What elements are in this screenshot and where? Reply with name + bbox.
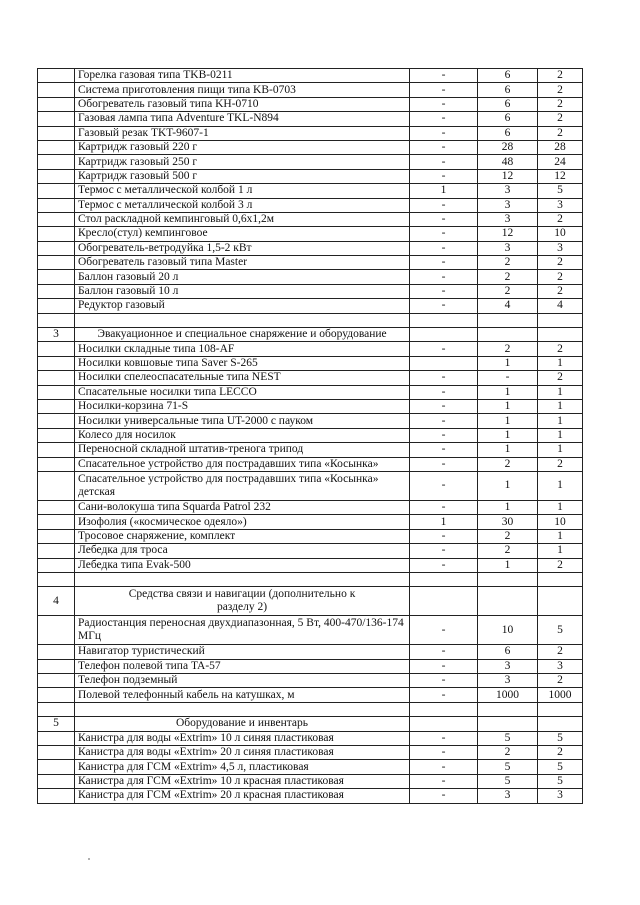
qty-cell-c: 2 — [538, 83, 583, 97]
qty-cell-c: 1 — [538, 471, 583, 500]
qty-cell-b: 30 — [478, 515, 538, 529]
item-name: Картридж газовый 500 г — [75, 169, 410, 183]
table-row — [38, 731, 583, 745]
item-name: Лебедка типа Evak-500 — [75, 558, 410, 572]
qty-cell-a: - — [410, 443, 478, 457]
qty-cell-c — [538, 717, 583, 731]
table-row — [38, 616, 583, 645]
item-name: Термос с металлической колбой 3 л — [75, 198, 410, 212]
item-name: Стол раскладной кемпинговый 0,6х1,2м — [75, 212, 410, 226]
qty-cell-a — [410, 356, 478, 370]
qty-cell-b: 2 — [478, 270, 538, 284]
row-number-cell — [38, 83, 75, 97]
qty-cell-c — [538, 702, 583, 716]
qty-cell-b: 2 — [478, 746, 538, 760]
qty-cell-b: 1 — [478, 414, 538, 428]
qty-cell-b: 6 — [478, 97, 538, 111]
qty-cell-c: 2 — [538, 112, 583, 126]
qty-cell-c: 2 — [538, 284, 583, 298]
qty-cell-a: 1 — [410, 184, 478, 198]
item-name: Картридж газовый 220 г — [75, 140, 410, 154]
item-name: Навигатор туристический — [75, 645, 410, 659]
inventory-table — [37, 68, 583, 804]
qty-cell-b: 6 — [478, 69, 538, 83]
qty-cell-c: 2 — [538, 558, 583, 572]
qty-cell-a — [410, 717, 478, 731]
row-number-cell — [38, 760, 75, 774]
qty-cell-c: 2 — [538, 212, 583, 226]
row-number-cell — [38, 112, 75, 126]
item-name: Носилки универсальные типа UT-2000 с пауком — [75, 414, 410, 428]
qty-cell-c: 2 — [538, 457, 583, 471]
item-name: Канистра для воды «Extrim» 10 л синяя пластиковая — [75, 731, 410, 745]
qty-cell-b — [478, 717, 538, 731]
row-number-cell — [38, 371, 75, 385]
item-name: Носилки-корзина 71-S — [75, 399, 410, 413]
section-number-cell — [38, 572, 75, 586]
qty-cell-a: - — [410, 169, 478, 183]
table-row — [38, 83, 583, 97]
qty-cell-c — [538, 313, 583, 327]
item-name: Картридж газовый 250 г — [75, 155, 410, 169]
item-name-cell — [75, 572, 410, 586]
table-row — [38, 126, 583, 140]
table-row — [38, 112, 583, 126]
item-name-cell — [75, 702, 410, 716]
qty-cell-b: 1 — [478, 428, 538, 442]
row-number-cell — [38, 428, 75, 442]
qty-cell-b: 12 — [478, 169, 538, 183]
qty-cell-a: - — [410, 342, 478, 356]
row-number-cell — [38, 299, 75, 313]
table-row — [38, 558, 583, 572]
table-row — [38, 789, 583, 803]
qty-cell-a: - — [410, 616, 478, 645]
inventory-table-body — [38, 69, 583, 804]
section-title: Оборудование и инвентарь — [75, 717, 410, 731]
qty-cell-b: 1 — [478, 399, 538, 413]
item-name: Изофолия («космическое одеяло») — [75, 515, 410, 529]
table-row — [38, 428, 583, 442]
table-row — [38, 140, 583, 154]
row-number-cell — [38, 544, 75, 558]
item-name: Носилки спелеоспасательные типа NEST — [75, 371, 410, 385]
row-number-cell — [38, 443, 75, 457]
table-row — [38, 544, 583, 558]
section-number: 3 — [38, 328, 75, 342]
table-row — [38, 299, 583, 313]
item-name: Колесо для носилок — [75, 428, 410, 442]
table-row — [38, 659, 583, 673]
qty-cell-c: 2 — [538, 256, 583, 270]
qty-cell-b: 1 — [478, 385, 538, 399]
qty-cell-c: 3 — [538, 789, 583, 803]
row-number-cell — [38, 155, 75, 169]
item-name: Канистра для ГСМ «Extrim» 4,5 л, пластиковая — [75, 760, 410, 774]
table-row — [38, 342, 583, 356]
row-number-cell — [38, 169, 75, 183]
qty-cell-b: 6 — [478, 126, 538, 140]
item-name: Канистра для ГСМ «Extrim» 20 л красная пластиковая — [75, 789, 410, 803]
qty-cell-b: 3 — [478, 241, 538, 255]
qty-cell-c: 2 — [538, 674, 583, 688]
row-number-cell — [38, 184, 75, 198]
qty-cell-c: 1 — [538, 443, 583, 457]
qty-cell-c: 2 — [538, 97, 583, 111]
qty-cell-b: 12 — [478, 227, 538, 241]
item-name: Сани-волокуша типа Squarda Patrol 232 — [75, 500, 410, 514]
qty-cell-c: 1 — [538, 414, 583, 428]
table-row — [38, 212, 583, 226]
qty-cell-a: - — [410, 256, 478, 270]
qty-cell-b: 3 — [478, 212, 538, 226]
qty-cell-b: 28 — [478, 140, 538, 154]
qty-cell-c: 3 — [538, 198, 583, 212]
table-row — [38, 674, 583, 688]
item-name-cell — [75, 313, 410, 327]
qty-cell-c: 28 — [538, 140, 583, 154]
table-row — [38, 184, 583, 198]
qty-cell-a: - — [410, 83, 478, 97]
qty-cell-b — [478, 328, 538, 342]
qty-cell-a: - — [410, 299, 478, 313]
qty-cell-a: - — [410, 774, 478, 788]
table-row — [38, 529, 583, 543]
row-number-cell — [38, 774, 75, 788]
row-number-cell — [38, 746, 75, 760]
qty-cell-a: - — [410, 69, 478, 83]
item-name: Горелка газовая типа TKB-0211 — [75, 69, 410, 83]
item-name: Обогреватель-ветродуйка 1,5-2 кВт — [75, 241, 410, 255]
qty-cell-a: - — [410, 241, 478, 255]
row-number-cell — [38, 69, 75, 83]
qty-cell-a: - — [410, 126, 478, 140]
item-name: Носилки складные типа 108-AF — [75, 342, 410, 356]
table-row — [38, 256, 583, 270]
section-header-row — [38, 717, 583, 731]
item-name: Полевой телефонный кабель на катушках, м — [75, 688, 410, 702]
qty-cell-b: 1 — [478, 500, 538, 514]
qty-cell-c — [538, 572, 583, 586]
qty-cell-c: 1000 — [538, 688, 583, 702]
qty-cell-c: 1 — [538, 428, 583, 442]
item-name: Спасательные носилки типа LECCO — [75, 385, 410, 399]
qty-cell-a: - — [410, 284, 478, 298]
item-name: Газовая лампа типа Adventure TKL-N894 — [75, 112, 410, 126]
qty-cell-c: 1 — [538, 356, 583, 370]
qty-cell-c: 2 — [538, 126, 583, 140]
table-row — [38, 371, 583, 385]
section-number-cell — [38, 313, 75, 327]
item-name: Обогреватель газовый типа KH-0710 — [75, 97, 410, 111]
qty-cell-a: - — [410, 112, 478, 126]
section-header-row — [38, 587, 583, 616]
item-name: Носилки ковшовые типа Saver S-265 — [75, 356, 410, 370]
qty-cell-b: 3 — [478, 674, 538, 688]
item-name: Телефон полевой типа TA-57 — [75, 659, 410, 673]
qty-cell-b: 5 — [478, 774, 538, 788]
table-row — [38, 760, 583, 774]
qty-cell-a: - — [410, 371, 478, 385]
qty-cell-c: 2 — [538, 645, 583, 659]
qty-cell-b — [478, 572, 538, 586]
qty-cell-c: 2 — [538, 342, 583, 356]
qty-cell-c: 1 — [538, 399, 583, 413]
qty-cell-c: 1 — [538, 544, 583, 558]
table-row — [38, 399, 583, 413]
qty-cell-a: - — [410, 746, 478, 760]
table-row — [38, 97, 583, 111]
table-row — [38, 356, 583, 370]
qty-cell-b: 48 — [478, 155, 538, 169]
qty-cell-a — [410, 572, 478, 586]
item-name: Радиостанция переносная двухдиапазонная, 5 Вт, 400-470/136-174 МГц — [75, 616, 410, 645]
qty-cell-b: 1000 — [478, 688, 538, 702]
row-number-cell — [38, 342, 75, 356]
qty-cell-a: - — [410, 659, 478, 673]
qty-cell-b: 2 — [478, 284, 538, 298]
qty-cell-b: 3 — [478, 659, 538, 673]
qty-cell-b: 5 — [478, 731, 538, 745]
qty-cell-b: 5 — [478, 760, 538, 774]
qty-cell-c: 5 — [538, 184, 583, 198]
qty-cell-b: 10 — [478, 616, 538, 645]
qty-cell-b: 2 — [478, 342, 538, 356]
qty-cell-a: - — [410, 529, 478, 543]
qty-cell-c: 1 — [538, 529, 583, 543]
row-number-cell — [38, 284, 75, 298]
row-number-cell — [38, 471, 75, 500]
blank-row — [38, 702, 583, 716]
qty-cell-b: 3 — [478, 184, 538, 198]
section-number-cell — [38, 702, 75, 716]
qty-cell-c: 5 — [538, 616, 583, 645]
qty-cell-b: 2 — [478, 457, 538, 471]
table-row — [38, 270, 583, 284]
table-row — [38, 746, 583, 760]
table-row — [38, 645, 583, 659]
qty-cell-a: - — [410, 155, 478, 169]
qty-cell-a: - — [410, 645, 478, 659]
qty-cell-a: - — [410, 227, 478, 241]
item-name: Газовый резак TKT-9607-1 — [75, 126, 410, 140]
item-name: Спасательное устройство для пострадавших типа «Косынка» — [75, 457, 410, 471]
qty-cell-a: - — [410, 471, 478, 500]
row-number-cell — [38, 731, 75, 745]
qty-cell-a — [410, 328, 478, 342]
table-row — [38, 688, 583, 702]
table-row — [38, 155, 583, 169]
row-number-cell — [38, 385, 75, 399]
row-number-cell — [38, 126, 75, 140]
row-number-cell — [38, 515, 75, 529]
table-row — [38, 443, 583, 457]
qty-cell-b: 1 — [478, 443, 538, 457]
qty-cell-b: 3 — [478, 789, 538, 803]
table-row — [38, 198, 583, 212]
section-number: 5 — [38, 717, 75, 731]
qty-cell-a: - — [410, 270, 478, 284]
row-number-cell — [38, 270, 75, 284]
item-name: Баллон газовый 20 л — [75, 270, 410, 284]
qty-cell-a — [410, 702, 478, 716]
row-number-cell — [38, 227, 75, 241]
qty-cell-b: 2 — [478, 544, 538, 558]
qty-cell-b: 6 — [478, 645, 538, 659]
item-name: Редуктор газовый — [75, 299, 410, 313]
blank-row — [38, 313, 583, 327]
row-number-cell — [38, 529, 75, 543]
row-number-cell — [38, 241, 75, 255]
qty-cell-a: - — [410, 97, 478, 111]
table-row — [38, 515, 583, 529]
row-number-cell — [38, 212, 75, 226]
qty-cell-b — [478, 313, 538, 327]
item-name: Баллон газовый 10 л — [75, 284, 410, 298]
table-row — [38, 284, 583, 298]
row-number-cell — [38, 659, 75, 673]
qty-cell-b: 1 — [478, 558, 538, 572]
qty-cell-b: 1 — [478, 356, 538, 370]
row-number-cell — [38, 97, 75, 111]
qty-cell-c: 10 — [538, 227, 583, 241]
row-number-cell — [38, 500, 75, 514]
qty-cell-a: - — [410, 428, 478, 442]
table-row — [38, 227, 583, 241]
qty-cell-c: 5 — [538, 731, 583, 745]
qty-cell-a: - — [410, 674, 478, 688]
qty-cell-c: 2 — [538, 746, 583, 760]
qty-cell-a: - — [410, 760, 478, 774]
table-row — [38, 169, 583, 183]
row-number-cell — [38, 198, 75, 212]
qty-cell-a — [410, 587, 478, 616]
table-row — [38, 774, 583, 788]
section-header-row — [38, 328, 583, 342]
qty-cell-b — [478, 702, 538, 716]
qty-cell-b: 1 — [478, 471, 538, 500]
qty-cell-c: 1 — [538, 500, 583, 514]
qty-cell-a: 1 — [410, 515, 478, 529]
qty-cell-a: - — [410, 457, 478, 471]
item-name: Обогреватель газовый типа Master — [75, 256, 410, 270]
qty-cell-b: - — [478, 371, 538, 385]
qty-cell-c: 4 — [538, 299, 583, 313]
qty-cell-c — [538, 587, 583, 616]
table-row — [38, 241, 583, 255]
qty-cell-c: 5 — [538, 774, 583, 788]
qty-cell-c: 2 — [538, 371, 583, 385]
qty-cell-a: - — [410, 140, 478, 154]
qty-cell-c: 1 — [538, 385, 583, 399]
item-name: Система приготовления пищи типа KB-0703 — [75, 83, 410, 97]
qty-cell-c: 3 — [538, 659, 583, 673]
table-row — [38, 414, 583, 428]
row-number-cell — [38, 256, 75, 270]
item-name: Переносной складной штатив-тренога трипод — [75, 443, 410, 457]
qty-cell-a: - — [410, 399, 478, 413]
table-row — [38, 457, 583, 471]
item-name: Термос с металлической колбой 1 л — [75, 184, 410, 198]
row-number-cell — [38, 688, 75, 702]
table-row — [38, 69, 583, 83]
item-name: Спасательное устройство для пострадавших типа «Косынка» детская — [75, 471, 410, 500]
qty-cell-b: 2 — [478, 529, 538, 543]
qty-cell-a: - — [410, 789, 478, 803]
item-name: Лебедка для троса — [75, 544, 410, 558]
item-name: Телефон подземный — [75, 674, 410, 688]
item-name: Кресло(стул) кемпинговое — [75, 227, 410, 241]
qty-cell-a: - — [410, 414, 478, 428]
qty-cell-b: 2 — [478, 256, 538, 270]
qty-cell-b: 6 — [478, 83, 538, 97]
qty-cell-c: 2 — [538, 270, 583, 284]
qty-cell-a: - — [410, 385, 478, 399]
qty-cell-c: 2 — [538, 69, 583, 83]
section-number: 4 — [38, 587, 75, 616]
row-number-cell — [38, 616, 75, 645]
row-number-cell — [38, 414, 75, 428]
qty-cell-a: - — [410, 544, 478, 558]
qty-cell-a: - — [410, 212, 478, 226]
row-number-cell — [38, 558, 75, 572]
qty-cell-a: - — [410, 688, 478, 702]
table-row — [38, 471, 583, 500]
qty-cell-c — [538, 328, 583, 342]
qty-cell-a: - — [410, 500, 478, 514]
qty-cell-b — [478, 587, 538, 616]
section-title: Эвакуационное и специальное снаряжение и оборудование — [75, 328, 410, 342]
item-name: Канистра для ГСМ «Extrim» 10 л красная пластиковая — [75, 774, 410, 788]
qty-cell-c: 10 — [538, 515, 583, 529]
qty-cell-c: 12 — [538, 169, 583, 183]
qty-cell-b: 4 — [478, 299, 538, 313]
item-name: Тросовое снаряжение, комплект — [75, 529, 410, 543]
qty-cell-a: - — [410, 198, 478, 212]
row-number-cell — [38, 645, 75, 659]
row-number-cell — [38, 457, 75, 471]
row-number-cell — [38, 399, 75, 413]
qty-cell-b: 6 — [478, 112, 538, 126]
scan-speck — [88, 858, 90, 860]
row-number-cell — [38, 356, 75, 370]
qty-cell-a: - — [410, 558, 478, 572]
qty-cell-a — [410, 313, 478, 327]
table-row — [38, 500, 583, 514]
qty-cell-c: 24 — [538, 155, 583, 169]
item-name: Канистра для воды «Extrim» 20 л синяя пластиковая — [75, 746, 410, 760]
row-number-cell — [38, 674, 75, 688]
section-title: Средства связи и навигации (дополнительно к разделу 2) — [75, 587, 410, 616]
qty-cell-b: 3 — [478, 198, 538, 212]
qty-cell-c: 3 — [538, 241, 583, 255]
row-number-cell — [38, 789, 75, 803]
row-number-cell — [38, 140, 75, 154]
qty-cell-a: - — [410, 731, 478, 745]
qty-cell-c: 5 — [538, 760, 583, 774]
table-row — [38, 385, 583, 399]
blank-row — [38, 572, 583, 586]
